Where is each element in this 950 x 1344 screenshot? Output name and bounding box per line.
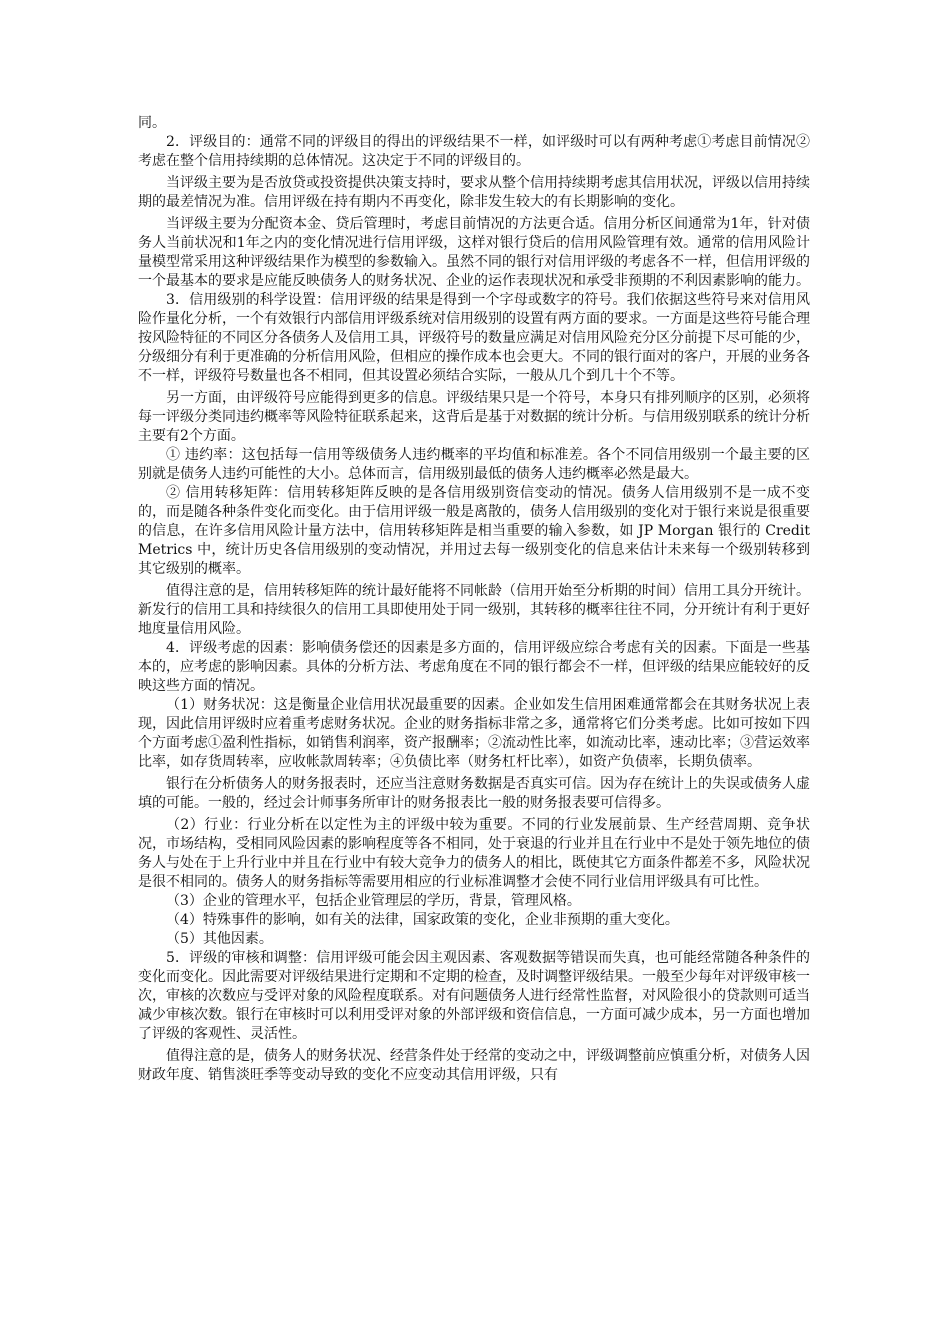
paragraph: 3．信用级别的科学设置：信用评级的结果是得到一个字母或数字的符号。我们依据这些符号来对信用风险作量化分析，一个有效银行内部信用评级系统对信用级别的设置有两方面的要求。一方面是这些符号能合理按风险特征的不同区分各债务人及信用工具，评级符号的数量应满足对信用风险充分区分前提下尽可能的少，分级细分有利于更准确的分析信用风险，但相应的操作成本也会更大。不同的银行面对的客户，开展的业务各不一样，评级符号数量也各不相同，但其设置必须结合实际，一般从几个到几十个不等。 xyxy=(138,292,810,384)
paragraph: 2．评级目的：通常不同的评级目的得出的评级结果不一样，如评级时可以有两种考虑①考虑目前情况②考虑在整个信用持续期的总体情况。这决定于不同的评级目的。 xyxy=(138,134,810,169)
paragraph: ① 违约率：这包括每一信用等级债务人违约概率的平均值和标准差。各个不同信用级别一个最主要的区别就是债务人违约可能性的大小。总体而言，信用级别最低的债务人违约概率必然是最大。 xyxy=(138,447,810,482)
paragraph: 当评级主要为分配资本金、贷后管理时，考虑目前情况的方法更合适。信用分析区间通常为1年，针对债务人当前状况和1年之内的变化情况进行信用评级，这样对银行贷后的信用风险管理有效。通常的信用风险计量模型常采用这种评级结果作为模型的参数输入。虽然不同的银行对信用评级的考虑各不一样，但信用评级的一个最基本的要求是应能反映债务人的财务状况、企业的运作表现状况和承受非预期的不利因素影响的能力。 xyxy=(138,216,810,289)
paragraph: 当评级主要为是否放贷或投资提供决策支持时，要求从整个信用持续期考虑其信用状况，评级以信用持续期的最差情况为准。信用评级在持有期内不再变化，除非发生较大的有长期影响的变化。 xyxy=(138,175,810,210)
paragraph: （2）行业：行业分析在以定性为主的评级中较为重要。不同的行业发展前景、生产经营周期、竞争状况，市场结构，受相同风险因素的影响程度等各不相同，处于衰退的行业并且在行业中不是处于领先地位的债务人与处在于上升行业中并且在行业中有较大竞争力的债务人的相比，既使其它方面条件都差不多，风险状况是很不相同的。债务人的财务指标等需要用相应的行业标准调整才会使不同行业信用评级具有可比性。 xyxy=(138,817,810,890)
document-body xyxy=(138,114,810,1085)
paragraph: （1）财务状况：这是衡量企业信用状况最重要的因素。企业如发生信用困难通常都会在其财务状况上表现，因此信用评级时应着重考虑财务状况。企业的财务指标非常之多，通常将它们分类考虑。比如可按如下四个方面考虑①盈利性指标，如销售利润率，资产报酬率；②流动性比率，如流动比率，速动比率；③营运效率比率，如存货周转率，应收帐款周转率；④负债比率（财务杠杆比率），如资产负债率，长期负债率。 xyxy=(138,697,810,770)
paragraph: 5．评级的审核和调整：信用评级可能会因主观因素、客观数据等错误而失真，也可能经常随各种条件的变化而变化。因此需要对评级结果进行定期和不定期的检查，及时调整评级结果。一般至少每年对评级审核一次，审核的次数应与受评对象的风险程度联系。对有问题债务人进行经常性监督，对风险很小的贷款则可适当减少审核次数。银行在审核时可以利用受评对象的外部评级和资信信息，一方面可减少成本，另一方面也增加了评级的客观性、灵活性。 xyxy=(138,950,810,1042)
paragraph: 4．评级考虑的因素：影响债务偿还的因素是多方面的，信用评级应综合考虑有关的因素。下面是一些基本的，应考虑的影响因素。具体的分析方法、考虑角度在不同的银行都会不一样，但评级的结果应能较好的反映这些方面的情况。 xyxy=(138,640,810,694)
paragraph: ② 信用转移矩阵：信用转移矩阵反映的是各信用级别资信变动的情况。债务人信用级别不是一成不变的，而是随各种条件变化而变化。由于信用评级一般是离散的，债务人信用级别的变化对于银行来说是很重要的信息，在许多信用风险计量方法中，信用转移矩阵是相当重要的输入参数，如 JP Morgan 银行的 CreditMetrics 中，统计历史各信用级别的变动情况，并用过去每一级别变化的信息来估计未来每一个级别转移到其它级别的概率。 xyxy=(138,485,810,577)
paragraph: 值得注意的是，债务人的财务状况、经营条件处于经常的变动之中，评级调整前应慎重分析，对债务人因财政年度、销售淡旺季等变动导致的变化不应变动其信用评级，只有 xyxy=(138,1048,810,1083)
paragraph: 另一方面，由评级符号应能得到更多的信息。评级结果只是一个符号，本身只有排列顺序的区别，必须将每一评级分类同违约概率等风险特征联系起来，这背后是基于对数据的统计分析。与信用级别联系的统计分析主要有2个方面。 xyxy=(138,390,810,444)
paragraph: 值得注意的是，信用转移矩阵的统计最好能将不同帐龄（信用开始至分析期的时间）信用工具分开统计。新发行的信用工具和持续很久的信用工具即使用处于同一级别，其转移的概率往往不同，分开统计有利于更好地度量信用风险。 xyxy=(138,583,810,637)
paragraph: （3）企业的管理水平，包括企业管理层的学历，背景，管理风格。 xyxy=(166,893,581,909)
paragraph: 银行在分析债务人的财务报表时，还应当注意财务数据是否真实可信。因为存在统计上的失误或债务人虚填的可能。一般的，经过会计师事务所审计的财务报表比一般的财务报表要可信得多。 xyxy=(138,776,810,811)
paragraph: 同。 xyxy=(138,115,166,131)
paragraph: （5）其他因素。 xyxy=(166,931,273,947)
paragraph: （4）特殊事件的影响，如有关的法律，国家政策的变化，企业非预期的重大变化。 xyxy=(166,912,679,928)
